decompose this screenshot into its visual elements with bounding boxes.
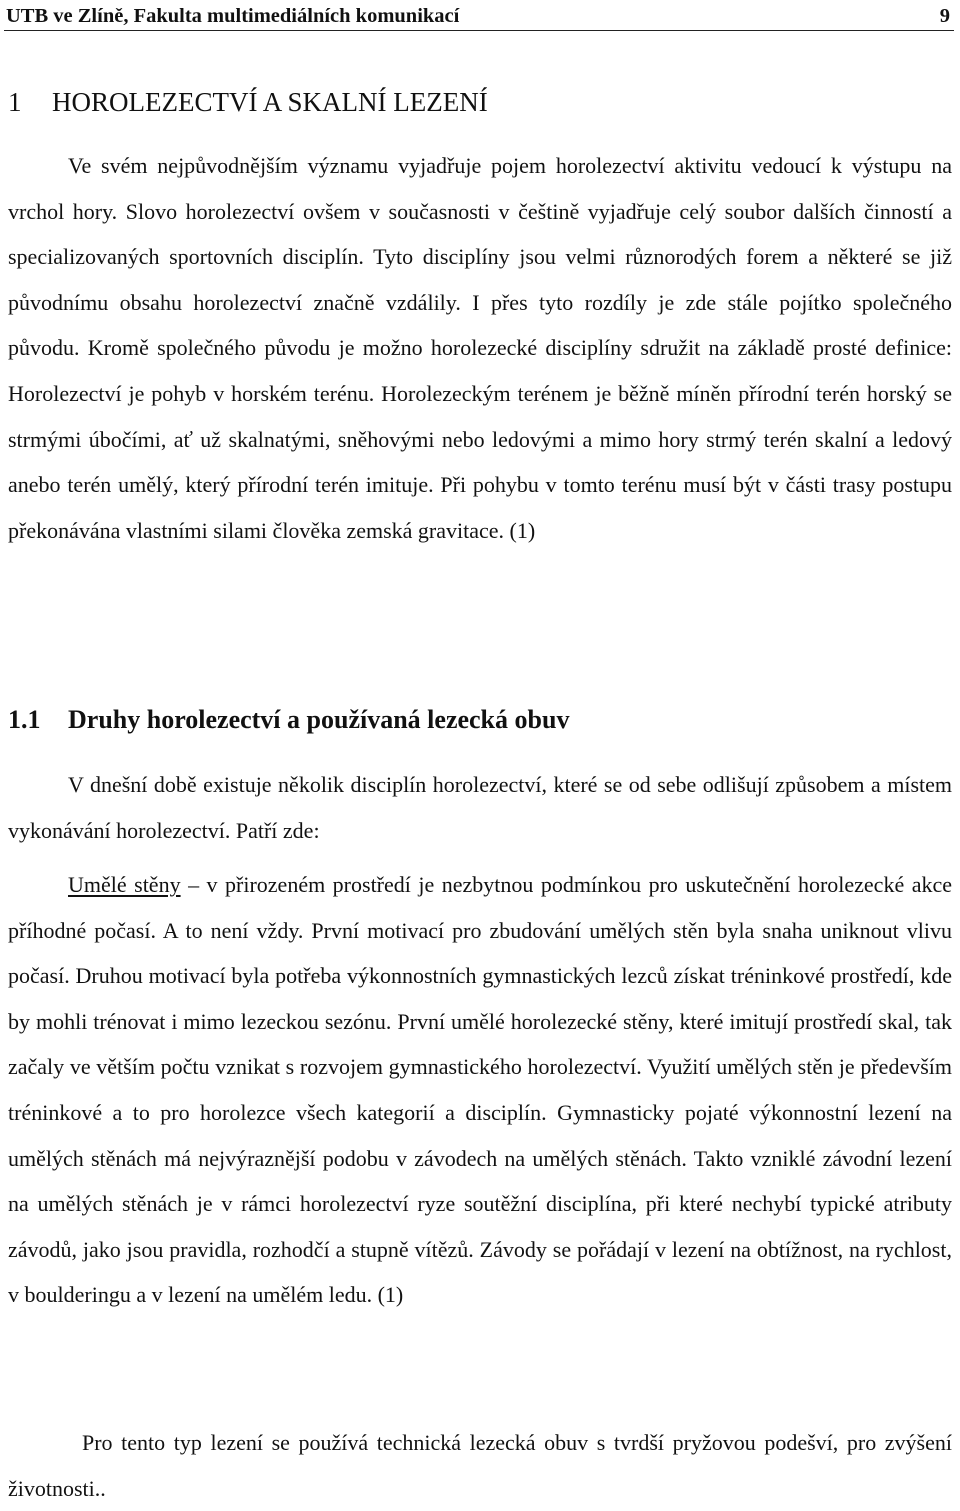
artificial-walls-paragraph: [8, 862, 952, 1318]
chapter-title: HOROLEZECTVÍ A SKALNÍ LEZENÍ: [52, 87, 488, 117]
header-title: UTB ve Zlíně, Fakulta multimediálních komunikací: [6, 5, 460, 27]
term-dash: –: [180, 872, 207, 897]
term-description: v přirozeném prostředí je nezbytnou podmínkou pro uskutečnění horolezecké akce příhodné počasí. A to není vždy. První motivací pro zbudování umělých stěn byla snaha uniknout vlivu počasí. Druhou motivací byla potřeba výkonnostních gymnastických lezců získat tréninkové prostředí, kde by mohli trénovat i mimo lezeckou sezónu. První umělé horolezecké stěny, které imitují prostředí skal, tak začaly ve větším počtu vznikat s rozvojem gymnastického horolezectví. Využití umělých stěn je především tréninkové a to pro horolezce všech kategorií a disciplín. Gymnasticky pojaté výkonnostní lezení na umělých stěnách má nejvýraznější podobu v závodech na umělých stěnách. Takto vzniklé závodní lezení na umělých stěnách je v rámci horolezectví ryze soutěžní disciplína, při které nechybí typické atributy závodů, jako jsou pravidla, rozhodčí a stupně vítězů. Závody se pořádají v lezení na obtížnost, na rychlost, v boulderingu a v lezení na umělém ledu. (1): [8, 872, 952, 1308]
section-intro-paragraph: V dnešní době existuje několik disciplín horolezectví, které se od sebe odlišují způsobem a místem vykonávání horolezectví. Patří zde:: [8, 772, 952, 843]
section-title: Druhy horolezectví a používaná lezecká obuv: [68, 705, 570, 734]
section-heading: [8, 700, 952, 740]
running-header: [4, 2, 954, 31]
chapter-paragraph: Ve svém nejpůvodnějším významu vyjadřuje pojem horolezectví aktivitu vedoucí k výstupu na vrchol hory. Slovo horolezectví ovšem v současnosti v češtině vyjadřuje celý soubor dalších činností a specializovaných sportovních disciplín. Tyto disciplíny jsou velmi různorodých forem a některé se již původnímu obsahu horolezectví značně vzdálily. I přes tyto rozdíly je zde stále pojítko společného původu. Kromě společného původu je možno horolezecké disciplíny sdružit na základě prosté definice: Horolezectví je pohyb v horském terénu. Horolezeckým terénem je běžně míněn přírodní terén horský se strmými úbočími, ať už skalnatými, sněhovými nebo ledovými a mimo hory strmý terén skalní a ledový anebo terén umělý, který přírodní terén imituje. Při pohybu v tomto terénu musí být v části trasy postupu překonávána vlastními silami člověka zemská gravitace. (1): [8, 153, 952, 543]
section-number: 1.1: [8, 705, 41, 734]
climbing-shoes-paragraph: Pro tento typ lezení se používá technická lezecká obuv s tvrdší pryžovou podešví, pro zvýšení životnosti..: [8, 1430, 952, 1501]
page-number: 9: [939, 5, 950, 27]
chapter-number: 1: [8, 87, 22, 117]
term-artificial-walls: Umělé stěny: [68, 872, 181, 897]
chapter-heading: [8, 82, 952, 122]
